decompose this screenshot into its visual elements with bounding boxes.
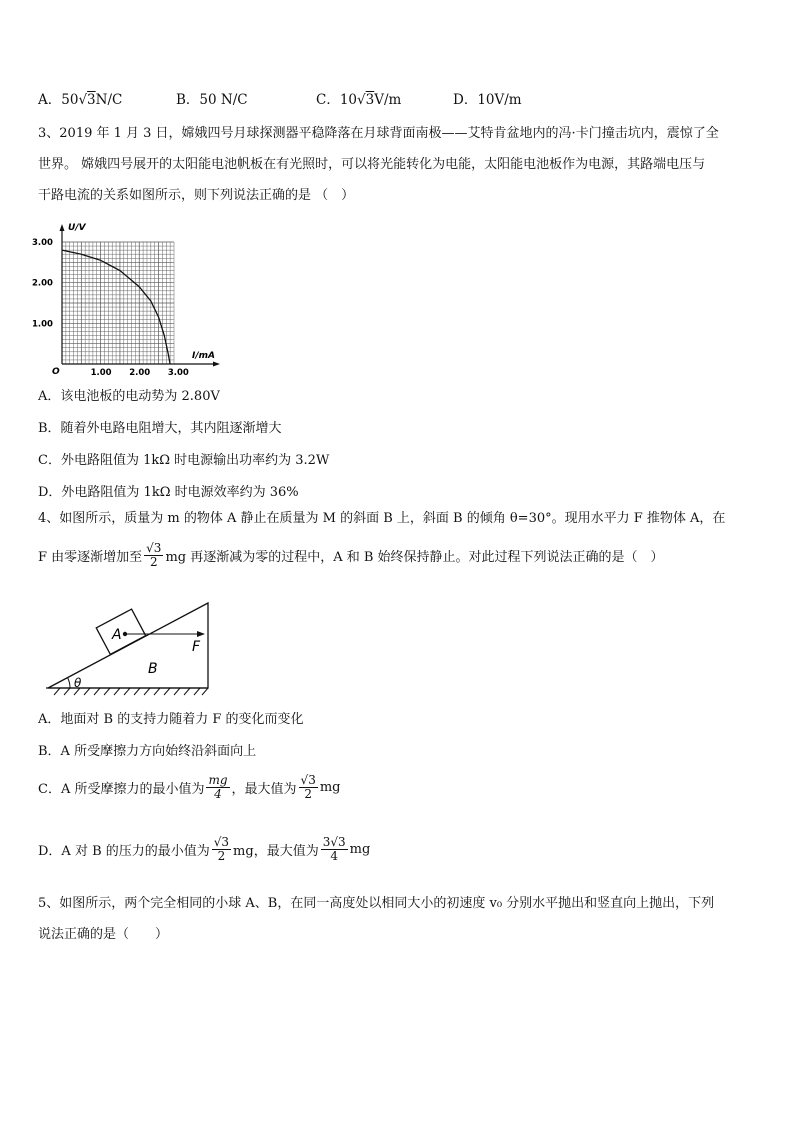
y-tick-label: 3.00 xyxy=(32,238,53,248)
y-axis-label: U/V xyxy=(68,223,86,233)
q4-option-c-frac-max: $\frac{√3}{2}$ xyxy=(300,773,316,801)
q4-option-c-post: mg xyxy=(319,779,341,795)
q3-line-2: 世界。 嫦娥四号展开的太阳能电池帆板在有光照时，可以将光能转化为电能，太阳能电池板作为电源，其路端电压与 xyxy=(38,157,706,172)
q4-line-2-post: mg 再逐渐减为零的过程中，A 和 B 始终保持静止。对此过程下列说法正确的是（ ） xyxy=(165,549,664,565)
incline-label-b: B xyxy=(148,661,158,677)
q3-option-d: D．外电路阻值为 1kΩ 时电源效率约为 36% xyxy=(38,485,299,500)
ui-chart xyxy=(30,216,230,378)
chart-grid xyxy=(62,242,174,364)
x-tick-label: 1.00 xyxy=(90,368,112,378)
x-tick-label: 2.00 xyxy=(129,368,151,378)
block-label-a: A xyxy=(112,627,122,643)
q4-option-d-frac-min: $\frac{√3}{2}$ xyxy=(213,835,230,863)
x-tick-label: 3.00 xyxy=(167,368,189,378)
q4-option-d-pre: D．A 对 B 的压力的最小值为 xyxy=(38,843,210,859)
incline-figure xyxy=(40,596,230,696)
y-tick-label: 2.00 xyxy=(32,278,53,289)
q2-option-b: B．50 N/C xyxy=(176,92,248,108)
q2-option-c: C．10√3V/m xyxy=(316,92,402,108)
q3-line-3: 干路电流的关系如图所示，则下列说法正确的是 （ ） xyxy=(38,188,355,203)
q2-option-a: A．50√3N/C xyxy=(38,92,123,108)
q4-option-c-mid: ，最大值为 xyxy=(231,781,297,797)
x-axis-arrow xyxy=(213,362,220,367)
angle-arc xyxy=(68,678,71,689)
force-arrow-head xyxy=(197,631,205,637)
origin-label: O xyxy=(52,367,60,377)
q4-option-c-pre: C．A 所受摩擦力的最小值为 xyxy=(38,781,205,797)
q4-option-b: B．A 所受摩擦力方向始终沿斜面向上 xyxy=(38,744,257,759)
q4-option-c xyxy=(38,774,340,800)
q4-line-1: 4、如图所示，质量为 m 的物体 A 静止在质量为 M 的斜面 B 上，斜面 B 的倾角 θ=30°。现用水平力 F 推物体 A，在 xyxy=(38,511,726,526)
q4-option-c-frac-min: $\frac{mg}{4}$ xyxy=(208,773,228,801)
q4-option-d xyxy=(38,836,370,862)
x-axis-label: I/mA xyxy=(192,351,215,361)
q4-option-d-mid: mg，最大值为 xyxy=(233,843,319,859)
q2-option-d: D．10V/m xyxy=(453,92,522,108)
y-axis-arrow xyxy=(60,224,65,231)
angle-label-theta: θ xyxy=(74,676,82,690)
q3-option-c: C．外电路阻值为 1kΩ 时电源输出功率约为 3.2W xyxy=(38,453,330,468)
q3-option-b: B．随着外电路电阻增大，其内阻逐渐增大 xyxy=(38,421,282,436)
q5-line-1: 5、如图所示，两个完全相同的小球 A、B，在同一高度处以相同大小的初速度 v₀ 分别水平抛出和竖直向上抛出，下列 xyxy=(38,896,715,911)
q3-option-a: A．该电池板的电动势为 2.80V xyxy=(38,389,220,404)
q5-line-2: 说法正确的是（ ） xyxy=(38,927,169,942)
q4-option-a: A．地面对 B 的支持力随着力 F 的变化而变化 xyxy=(38,712,304,727)
q4-option-d-frac-max: $\frac{3√3}{4}$ xyxy=(322,835,346,863)
q4-line-2 xyxy=(38,542,664,568)
q4-line-2-pre: F 由零逐渐增加至 xyxy=(38,549,143,565)
q4-option-d-post: mg xyxy=(349,841,371,857)
q4-fraction: $\frac{√3}{2}$ xyxy=(146,541,162,569)
q3-line-1: 3、2019 年 1 月 3 日，嫦娥四号月球探测器平稳降落在月球背面南极——艾特肯盆地内的冯·卡门撞击坑内，震惊了全 xyxy=(38,126,719,141)
y-tick-label: 1.00 xyxy=(32,319,53,330)
force-label-f: F xyxy=(192,639,201,655)
